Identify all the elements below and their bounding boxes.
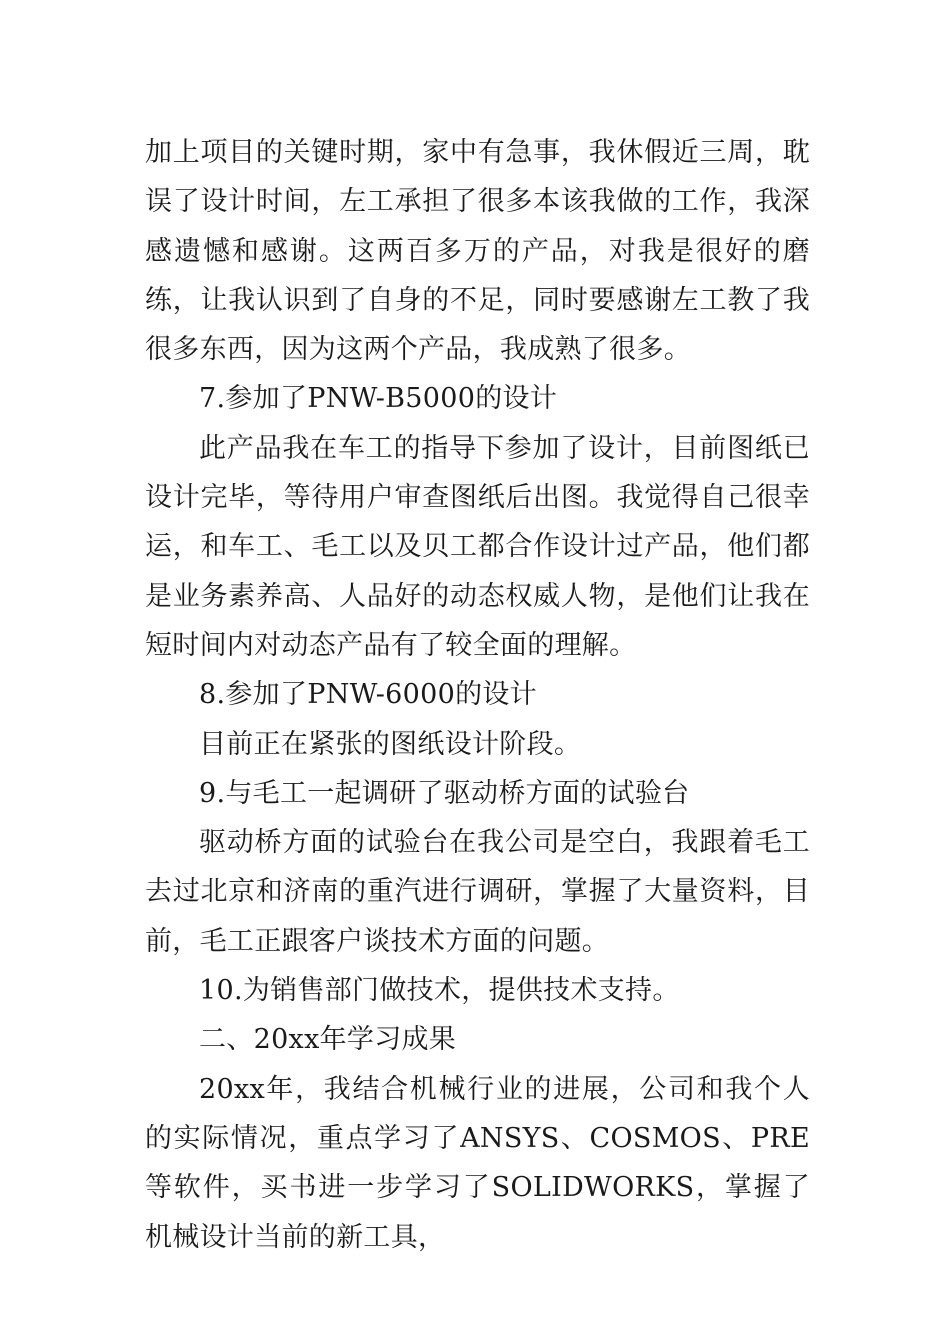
paragraph-5: 目前正在紧张的图纸设计阶段。 <box>199 728 582 760</box>
paragraph-6-heading: 9.与毛工一起调研了驱动桥方面的试验台 <box>199 777 690 809</box>
document-body <box>145 128 810 1262</box>
paragraph-3: 此产品我在车工的指导下参加了设计，目前图纸已设计完毕，等待用户审查图纸后出图。我觉得自己很幸运，和车工、毛工以及贝工都合作设计过产品，他们都是业务素养高、人品好的动态权威人物，是他们让我在短时间内对动态产品有了较全面的理解。 <box>145 432 810 661</box>
paragraph-1: 加上项目的关键时期，家中有急事，我休假近三周，耽误了设计时间，左工承担了很多本该我做的工作，我深感遗憾和感谢。这两百多万的产品，对我是很好的磨练，让我认识到了自身的不足，同时要感谢左工教了我很多东西，因为这两个产品，我成熟了很多。 <box>145 137 810 366</box>
paragraph-10: 20xx年，我结合机械行业的进展，公司和我个人的实际情况，重点学习了ANSYS、COSMOS、PRE等软件，买书进一步学习了SOLIDWORKS，掌握了机械设计当前的新工具， <box>145 1073 810 1253</box>
section-heading: 二、20xx年学习成果 <box>199 1024 457 1056</box>
paragraph-2-heading: 7.参加了PNW-B5000的设计 <box>199 383 558 415</box>
paragraph-4-heading: 8.参加了PNW-6000的设计 <box>199 679 537 711</box>
paragraph-8-heading: 10.为销售部门做技术，提供技术支持。 <box>199 975 680 1007</box>
paragraph-7: 驱动桥方面的试验台在我公司是空白，我跟着毛工去过北京和济南的重汽进行调研，掌握了大量资料，目前，毛工正跟客户谈技术方面的问题。 <box>145 827 810 957</box>
